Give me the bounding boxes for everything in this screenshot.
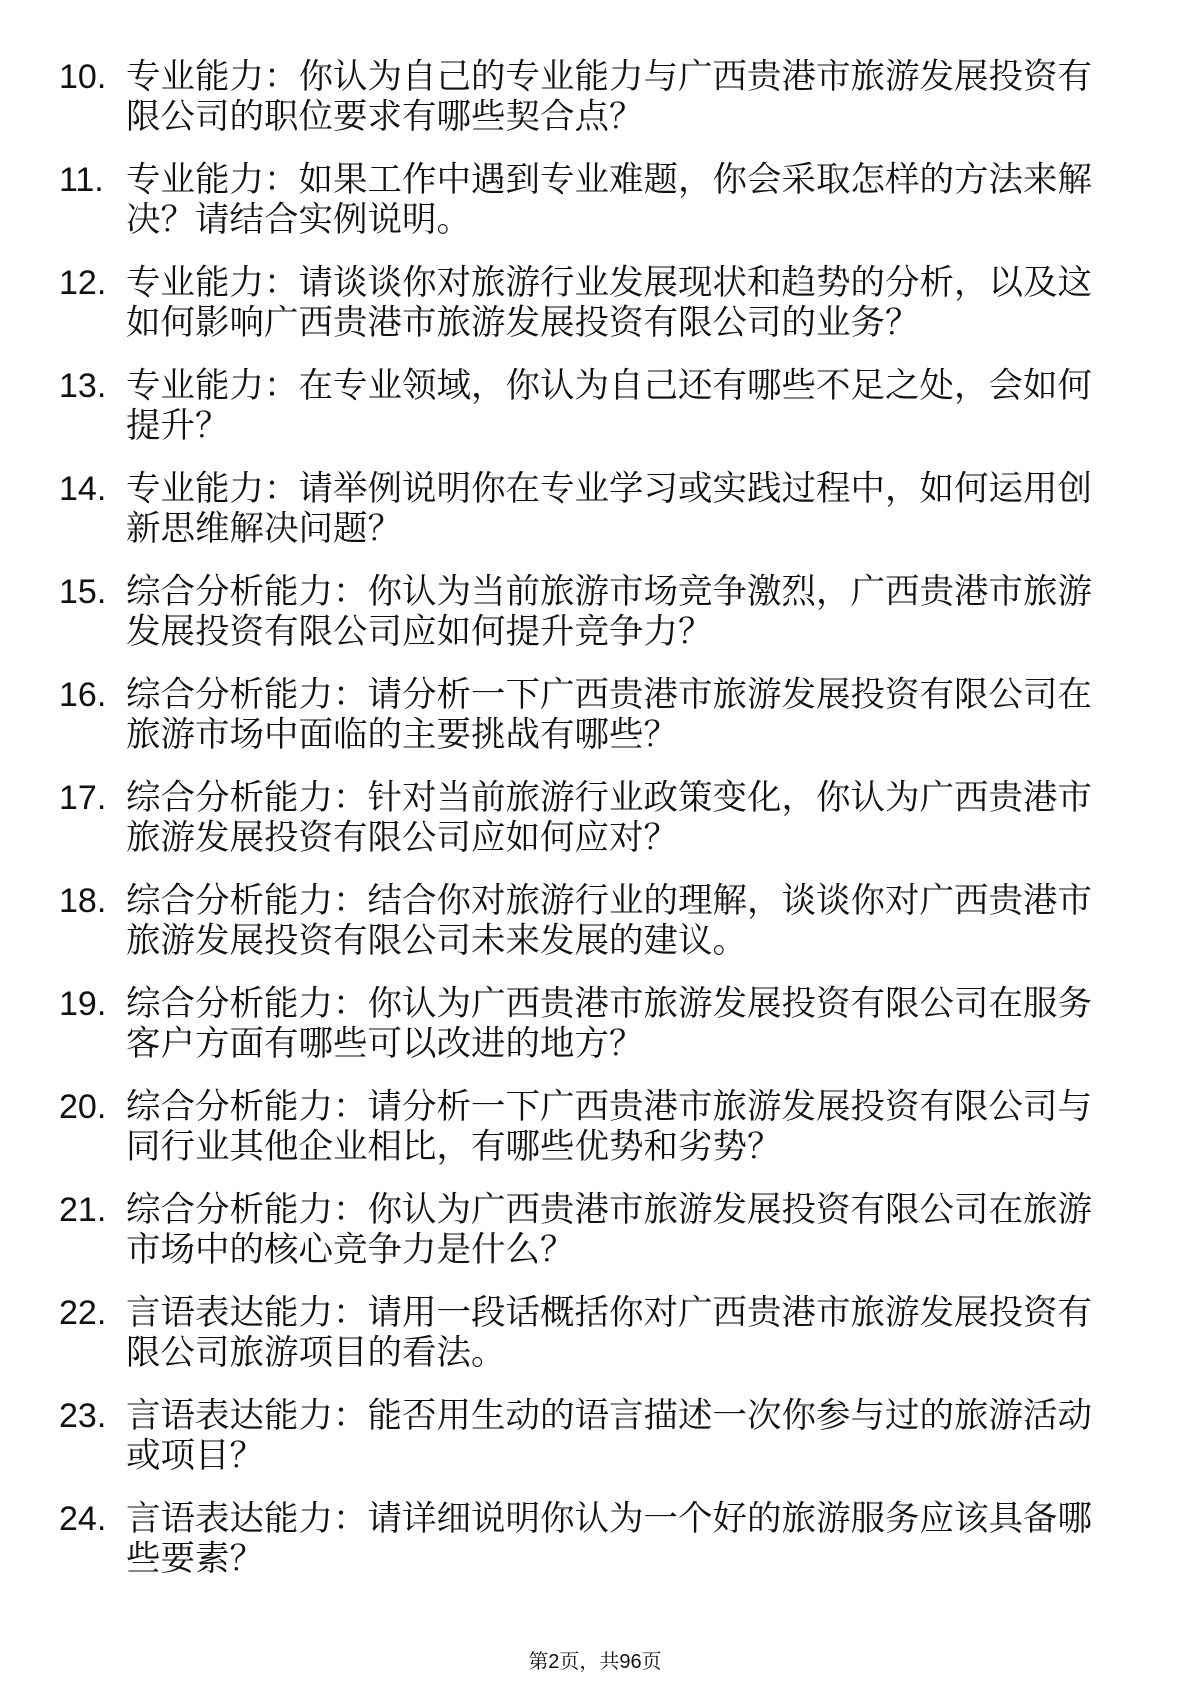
question-text-line: 言语表达能力：请详细说明你认为一个好的旅游服务应该具备哪 [126,1500,1092,1538]
question-text [126,469,1092,549]
question-text-line: 提升？ [126,407,230,445]
question-number: 24. [59,1500,107,1538]
question-text [126,675,1092,755]
question-text-line: 综合分析能力：结合你对旅游行业的理解，谈谈你对广西贵港市 [126,882,1092,920]
question-item [0,778,1190,858]
question-text [126,1190,1092,1270]
question-text [126,984,1092,1064]
question-text-line: 发展投资有限公司应如何提升竞争力？ [126,613,713,651]
question-number: 12. [59,264,107,302]
question-number: 20. [59,1088,107,1126]
question-text-line: 言语表达能力：能否用生动的语言描述一次你参与过的旅游活动 [126,1397,1092,1435]
question-text [126,1293,1092,1373]
question-item [0,1087,1190,1167]
question-number: 19. [59,985,107,1023]
question-text-line: 或项目？ [126,1437,264,1475]
question-text-line: 限公司的职位要求有哪些契合点？ [126,98,644,136]
question-number: 23. [59,1397,107,1435]
question-text-line: 限公司旅游项目的看法。 [126,1334,506,1372]
question-item [0,469,1190,549]
question-text-line: 旅游发展投资有限公司应如何应对？ [126,819,678,857]
question-text [126,1499,1092,1579]
question-item [0,1396,1190,1476]
question-item [0,57,1190,137]
question-number: 22. [59,1294,107,1332]
question-item [0,881,1190,961]
question-list [0,57,1190,1602]
question-item [0,366,1190,446]
question-text-line: 些要素？ [126,1540,264,1578]
question-text-line: 专业能力：如果工作中遇到专业难题，你会采取怎样的方法来解 [126,161,1092,199]
question-text [126,881,1092,961]
question-text-line: 综合分析能力：请分析一下广西贵港市旅游发展投资有限公司在 [126,676,1092,714]
question-text-line: 综合分析能力：你认为当前旅游市场竞争激烈，广西贵港市旅游 [126,573,1092,611]
question-item [0,263,1190,343]
question-text-line: 言语表达能力：请用一段话概括你对广西贵港市旅游发展投资有 [126,1294,1092,1332]
question-text-line: 综合分析能力：你认为广西贵港市旅游发展投资有限公司在服务 [126,985,1092,1023]
question-item [0,1190,1190,1270]
question-text-line: 综合分析能力：针对当前旅游行业政策变化，你认为广西贵港市 [126,779,1092,817]
question-item [0,1293,1190,1373]
question-text-line: 市场中的核心竞争力是什么？ [126,1231,575,1269]
question-item [0,160,1190,240]
question-text [126,263,1092,343]
question-text [126,1087,1092,1167]
question-text-line: 专业能力：你认为自己的专业能力与广西贵港市旅游发展投资有 [126,58,1092,96]
question-number: 15. [59,573,107,611]
question-text-line: 专业能力：请谈谈你对旅游行业发展现状和趋势的分析，以及这 [126,264,1092,302]
question-number: 21. [59,1191,107,1229]
question-number: 18. [59,882,107,920]
question-text-line: 旅游发展投资有限公司未来发展的建议。 [126,922,747,960]
question-number: 13. [59,367,107,405]
question-item [0,675,1190,755]
question-text [126,1396,1092,1476]
question-number: 10. [59,58,107,96]
question-text-line: 综合分析能力：你认为广西贵港市旅游发展投资有限公司在旅游 [126,1191,1092,1229]
question-text [126,57,1092,137]
question-number: 11. [59,161,104,199]
page-footer: 第2页，共96页 [528,1651,662,1673]
question-text-line: 客户方面有哪些可以改进的地方？ [126,1025,644,1063]
question-text-line: 专业能力：在专业领域，你认为自己还有哪些不足之处，会如何 [126,367,1092,405]
question-text-line: 旅游市场中面临的主要挑战有哪些？ [126,716,678,754]
question-number: 16. [59,676,107,714]
question-item [0,1499,1190,1579]
question-text [126,366,1092,446]
question-text-line: 新思维解决问题？ [126,510,402,548]
question-number: 14. [59,470,107,508]
question-text [126,778,1092,858]
question-text [126,572,1092,652]
question-text-line: 综合分析能力：请分析一下广西贵港市旅游发展投资有限公司与 [126,1088,1092,1126]
question-text-line: 决？请结合实例说明。 [126,201,471,239]
question-number: 17. [59,779,107,817]
question-item [0,984,1190,1064]
question-text-line: 同行业其他企业相比，有哪些优势和劣势？ [126,1128,782,1166]
question-text-line: 专业能力：请举例说明你在专业学习或实践过程中，如何运用创 [126,470,1092,508]
question-text-line: 如何影响广西贵港市旅游发展投资有限公司的业务？ [126,304,920,342]
question-item [0,572,1190,652]
question-text [126,160,1092,240]
